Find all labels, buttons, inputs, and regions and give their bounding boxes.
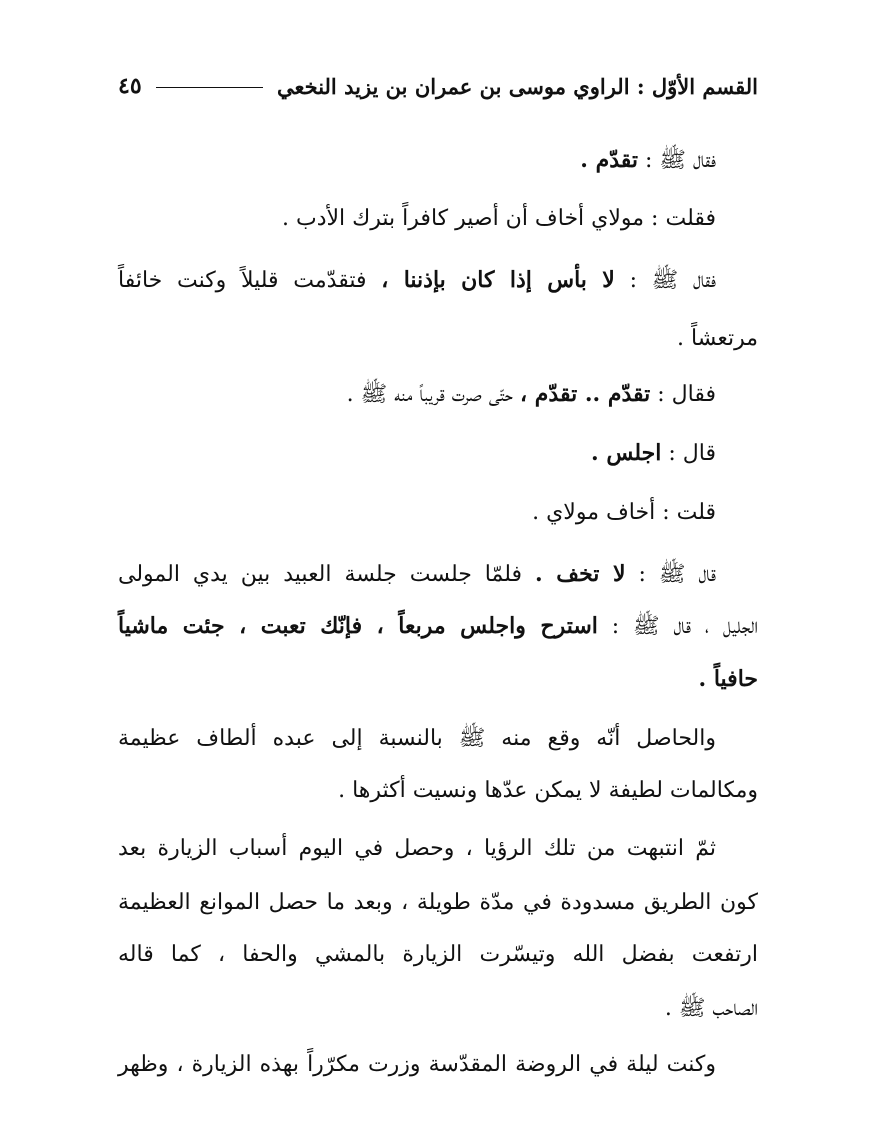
text-line-13: ثمّ انتبهت من تلك الرؤيا ، وحصل في اليوم أسباب الزيارة بعد xyxy=(118,836,716,861)
header-rule xyxy=(156,87,263,88)
text-line-6: قال : اجلس . xyxy=(591,440,716,466)
book-page xyxy=(118,58,758,1138)
text-line-1: فقال ﷺ : تقدّم . xyxy=(580,147,716,173)
text-line-5: فقال : تقدّم .. تقدّم ، حتّى صرت قريباً منه ﷺ . xyxy=(346,381,716,407)
text-line-15: ارتفعت بفضل الله وتيسّرت الزيارة بالمشي والحفا ، كما قاله xyxy=(118,942,758,967)
text-line-4: مرتعشاً . xyxy=(677,326,758,351)
text-line-10: حافياً . xyxy=(698,666,758,692)
running-header xyxy=(118,68,758,104)
text-line-11: والحاصل أنّه وقع منه ﷺ بالنسبة إلى عبده ألطاف عظيمة xyxy=(118,726,716,751)
text-line-9: الجليل ، قال ﷺ : استرح واجلس مربعاً ، فإنّك تعبت ، جئت ماشياً xyxy=(118,613,759,639)
text-line-2: فقلت : مولاي أخاف أن أصير كافراً بترك الأدب . xyxy=(282,206,716,231)
text-line-16: الصاحب ﷺ . xyxy=(664,996,758,1021)
page-number: ٤٥ xyxy=(118,73,142,99)
text-line-3: فقال ﷺ : لا بأس إذا كان بإذننا ، فتقدّمت قليلاً وكنت خائفاً xyxy=(118,267,716,293)
text-line-14: كون الطريق مسدودة في مدّة طويلة ، وبعد ما حصل الموانع العظيمة xyxy=(118,890,758,915)
text-line-8: قال ﷺ : لا تخف . فلمّا جلست جلسة العبيد بين يدي المولى xyxy=(118,561,716,587)
header-title: القسم الأوّل : الراوي موسى بن عمران بن يزيد النخعي xyxy=(277,73,758,99)
text-line-12: ومكالمات لطيفة لا يمكن عدّها ونسيت أكثرها . xyxy=(338,778,758,803)
text-line-7: قلت : أخاف مولاي . xyxy=(532,500,716,525)
text-line-17: وكنت ليلة في الروضة المقدّسة وزرت مكرّراً بهذه الزيارة ، وظهر xyxy=(118,1052,716,1077)
